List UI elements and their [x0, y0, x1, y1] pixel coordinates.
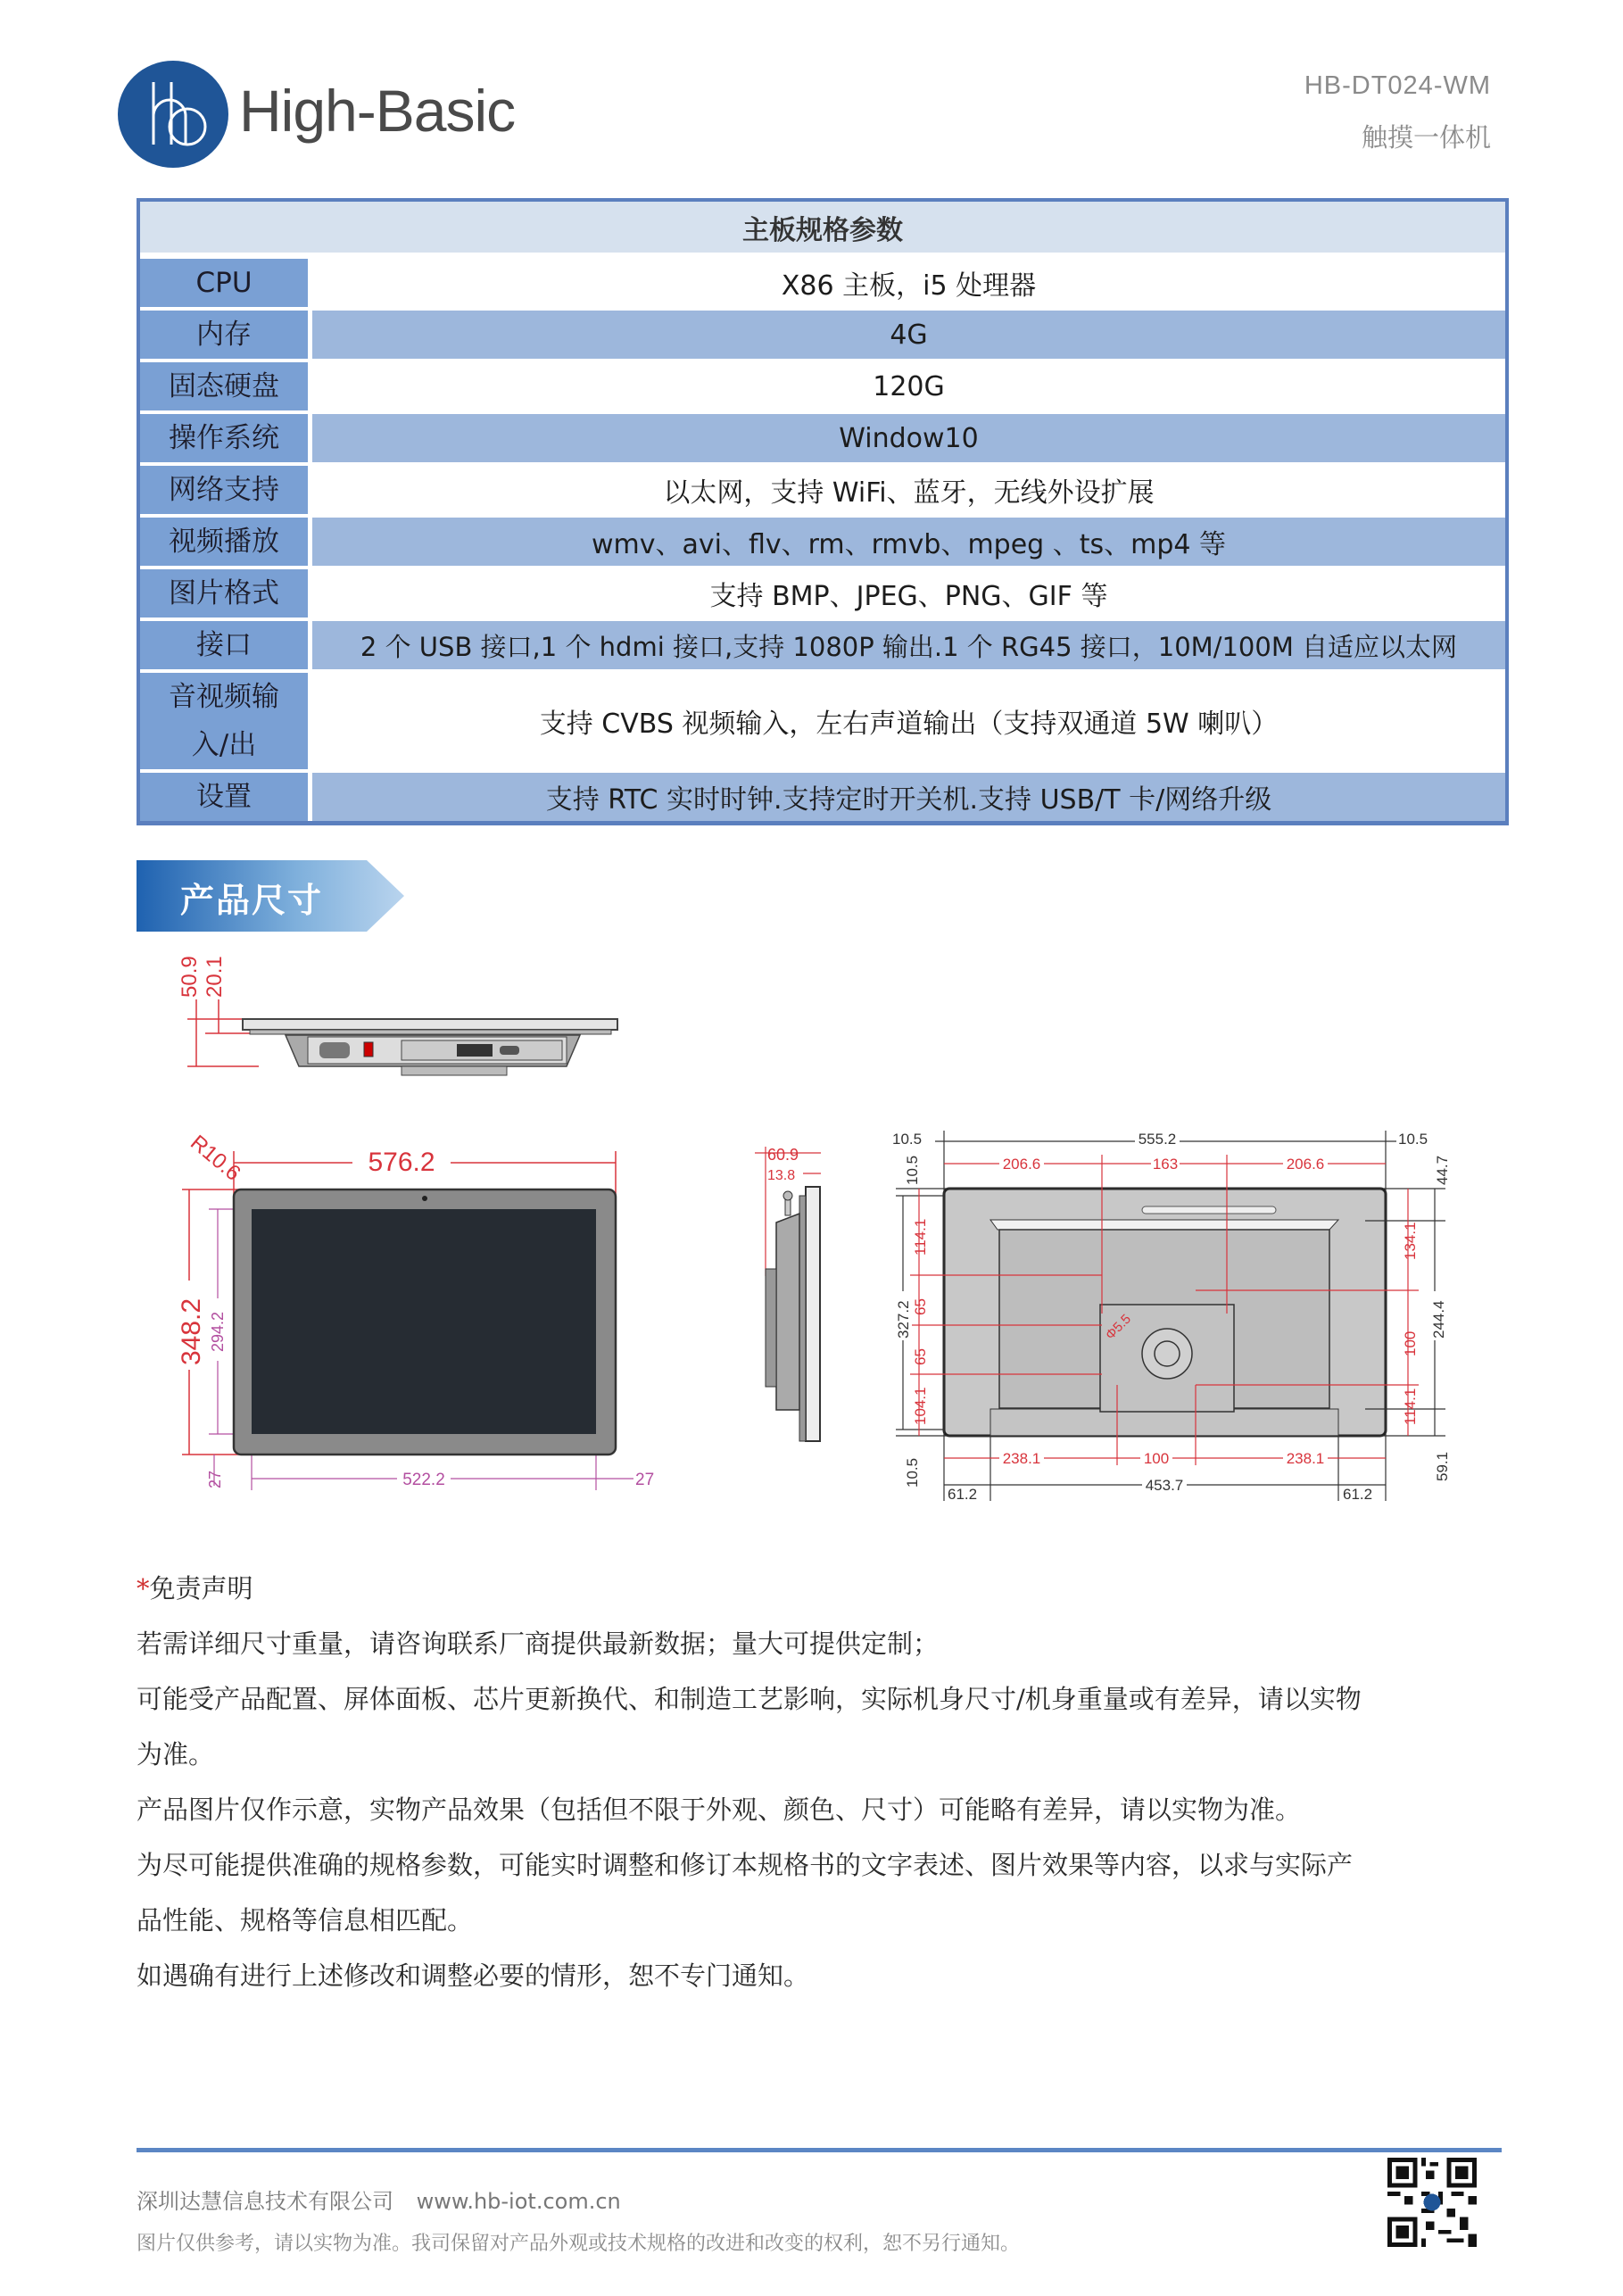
disclaimer-title [137, 1569, 1511, 1605]
front-view-diagram [170, 1129, 741, 1504]
dim-panel-depth: 20.1 [203, 956, 227, 998]
spec-table-title: 主板规格参数 [140, 202, 1505, 255]
table-row [140, 307, 1505, 359]
dim-screen-width: 522.2 [402, 1471, 445, 1489]
dim-right-red-1: 134.1 [1402, 1222, 1419, 1260]
dim-bottom-red-2: 100 [1143, 1450, 1170, 1467]
dim-height: 348.2 [177, 1297, 206, 1365]
table-row [140, 410, 1505, 462]
dim-right-black-mid: 244.4 [1430, 1300, 1447, 1339]
dim-top-edge-right: 10.5 [1398, 1131, 1428, 1148]
dim-bottom-black-right: 61.2 [1343, 1486, 1373, 1503]
dim-bottom-red-1: 238.1 [1002, 1450, 1041, 1467]
dim-left-red-2: 65 [912, 1298, 929, 1315]
dim-bottom-red-3: 238.1 [1286, 1450, 1325, 1467]
table-row [140, 769, 1505, 821]
disclaimer-line: 如遇确有进行上述修改和调整必要的情形，恕不专门通知。 [137, 1960, 810, 1991]
row-value: 2 个 USB 接口,1 个 hdmi 接口,支持 1080P 输出.1 个 RG45 接口，10M/100M 自适应以太网 [312, 621, 1505, 669]
row-value: 支持 BMP、JPEG、PNG、GIF 等 [312, 569, 1505, 618]
row-key-line1: 音视频输 [169, 681, 279, 713]
row-key: 固态硬盘 [140, 362, 312, 410]
dim-top-seg-2: 163 [1152, 1156, 1179, 1173]
company-name: 深圳达慧信息技术有限公司 [137, 2189, 393, 2214]
dim-width: 576.2 [368, 1148, 435, 1177]
row-key-line2: 入/出 [191, 729, 257, 761]
dim-right-black-bottom: 59.1 [1434, 1451, 1451, 1481]
row-key: 网络支持 [140, 466, 312, 514]
dim-left-inner-height: 327.2 [895, 1300, 912, 1339]
top-view-diagram [170, 955, 705, 1098]
model-number: HB-DT024-WM [1304, 71, 1491, 100]
logo-mark [118, 61, 228, 168]
table-row [140, 514, 1505, 566]
row-key: CPU [140, 259, 312, 307]
hb-logo-icon [118, 61, 228, 168]
table-row [140, 359, 1505, 410]
product-type: 触摸一体机 [1361, 122, 1491, 153]
footer-company-line [137, 2184, 621, 2215]
dim-frame-depth: 13.8 [767, 1168, 796, 1183]
row-key: 操作系统 [140, 414, 312, 462]
disclaimer-line: 为尽可能提供准确的规格参数，可能实时调整和修订本规格书的文字表述、图片效果等内容，以求与实际产 [137, 1850, 1354, 1880]
row-value: Window10 [312, 414, 1505, 462]
dim-corner-radius: R10.6 [186, 1130, 245, 1186]
dim-screen-height: 294.2 [209, 1311, 227, 1352]
footer-notice: 图片仅供参考，请以实物为准。我司保留对产品外观或技术规格的改进和改变的权利，恕不另行通知。 [137, 2233, 1021, 2255]
dim-right-black-top: 44.7 [1434, 1155, 1451, 1185]
row-key: 内存 [140, 311, 312, 359]
disclaimer-line: 为准。 [137, 1739, 215, 1770]
row-key: 接口 [140, 621, 312, 669]
footer-divider [137, 2148, 1502, 2152]
dim-bottom-black-mid: 453.7 [1145, 1477, 1184, 1494]
dim-top-seg-3: 206.6 [1286, 1156, 1325, 1173]
table-row [140, 566, 1505, 618]
row-value: wmv、avi、flv、rm、rmvb、mpeg 、ts、mp4 等 [312, 518, 1505, 566]
dim-side-depth: 60.9 [767, 1146, 799, 1164]
back-view-diagram [883, 1126, 1481, 1519]
website-link[interactable]: www.hb-iot.com.cn [416, 2189, 621, 2214]
row-value: 120G [312, 362, 1505, 410]
row-value: 支持 CVBS 视频输入，左右声道输出（支持双通道 5W 喇叭） [312, 673, 1505, 769]
dim-left-red-1: 114.1 [912, 1218, 929, 1256]
row-value: 4G [312, 311, 1505, 359]
side-view-diagram [749, 1142, 830, 1446]
qr-code-icon[interactable] [1387, 2158, 1477, 2247]
dim-top-width: 555.2 [1138, 1131, 1177, 1148]
table-row [140, 618, 1505, 669]
dim-top-seg-1: 206.6 [1002, 1156, 1041, 1173]
dim-left-bottom-margin: 10.5 [904, 1457, 921, 1488]
monitor-screen [252, 1209, 596, 1434]
table-row [140, 669, 1505, 769]
dim-right-red-3: 114.1 [1402, 1388, 1419, 1425]
row-value: X86 主板，i5 处理器 [312, 259, 1505, 307]
asterisk: * [137, 1573, 150, 1604]
section-title: 产品尺寸 [180, 881, 324, 920]
row-value: 以太网，支持 WiFi、蓝牙，无线外设扩展 [312, 466, 1505, 514]
dim-bottom-black-left: 61.2 [948, 1486, 978, 1503]
row-key [140, 673, 312, 769]
spec-table [137, 198, 1509, 825]
dim-side-bezel: 27 [635, 1471, 655, 1489]
disclaimer-line: 可能受产品配置、屏体面板、芯片更新换代、和制造工艺影响，实际机身尺寸/机身重量或有差异，请以实物 [137, 1684, 1362, 1714]
disclaimer-line: 产品图片仅作示意，实物产品效果（包括但不限于外观、颜色、尺寸）可能略有差异，请以实物为准。 [137, 1795, 1302, 1825]
dim-bottom-bezel: 27 [206, 1470, 224, 1488]
dim-left-top-margin: 10.5 [904, 1155, 921, 1185]
dim-left-red-3: 65 [912, 1348, 929, 1365]
row-key: 设置 [140, 773, 312, 821]
brand-name: High-Basic [239, 78, 516, 144]
table-row [140, 462, 1505, 514]
dim-hole-diameter: Φ5.5 [1102, 1311, 1135, 1343]
row-value: 支持 RTC 实时时钟.支持定时开关机.支持 USB/T 卡/网络升级 [312, 773, 1505, 821]
dim-left-red-4: 104.1 [912, 1387, 929, 1425]
dim-top-edge-left: 10.5 [892, 1131, 923, 1148]
row-key: 图片格式 [140, 569, 312, 618]
dim-total-depth: 50.9 [178, 956, 202, 998]
disclaimer-line: 品性能、规格等信息相匹配。 [137, 1905, 474, 1935]
disclaimer-heading: 免责声明 [149, 1573, 253, 1604]
antenna-icon [1142, 1206, 1276, 1214]
row-key: 视频播放 [140, 518, 312, 566]
table-row [140, 255, 1505, 307]
dim-right-red-2: 100 [1402, 1330, 1419, 1356]
disclaimer-line: 若需详细尺寸重量，请咨询联系厂商提供最新数据；量大可提供定制； [137, 1629, 940, 1659]
